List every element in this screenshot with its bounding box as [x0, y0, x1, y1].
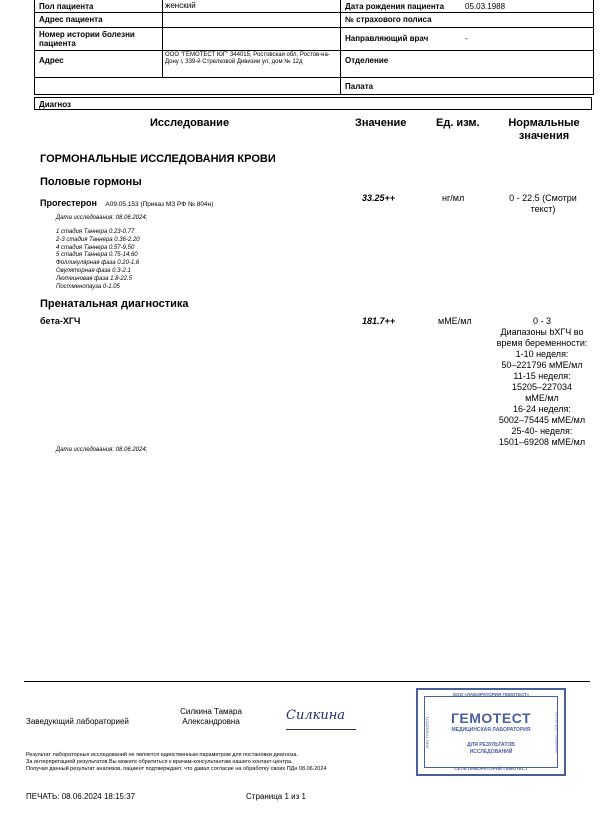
stamp-mid-2: ИССЛЕДОВАНИЙ — [469, 749, 513, 755]
norm-line: 1-10 неделя: — [515, 349, 569, 359]
norm-line: мМЕ/мл — [525, 393, 559, 403]
row-ward — [35, 78, 593, 94]
row-address — [35, 13, 593, 28]
birth-label: Дата рождения пациента — [345, 2, 445, 11]
stamp-top: ООО «ЛАБОРАТОРИЯ ГЕМОТЕСТ» — [452, 692, 530, 697]
policy-value — [463, 13, 593, 27]
row-history — [35, 28, 593, 51]
signature: Силкина — [286, 708, 346, 723]
header-norm: Нормальные значения — [508, 117, 580, 142]
row-sex — [35, 0, 593, 13]
test-date-bhcg: Дата исследования: 08.06.2024; — [56, 447, 148, 453]
test-unit: нг/мл — [442, 193, 465, 203]
row-addr — [35, 51, 593, 78]
ward-value — [463, 78, 593, 94]
header-value: Значение — [355, 117, 407, 129]
header-unit: Ед. изм. — [436, 117, 480, 129]
sex-label: Пол пациента — [35, 0, 163, 12]
norm-line: 16-24 неделя: — [513, 404, 571, 414]
norm-line: время беременности: — [496, 338, 588, 348]
test-norm: 0 - 22.5 (Смотри текст) — [509, 193, 577, 214]
test-date: Дата исследования: 08.06.2024; — [56, 215, 148, 221]
history-label: Номер истории болезни пациента — [35, 28, 163, 50]
reference-notes — [56, 229, 140, 291]
head-name-line-2: Александровна — [182, 717, 240, 726]
head-label: Заведующий лабораторией — [26, 717, 129, 726]
stamp-brand: ГЕМОТЕСТ — [450, 710, 532, 726]
test-code: A09.05.153 (Приказ МЗ РФ № 804н) — [105, 201, 214, 208]
address-value — [163, 13, 341, 27]
doctor-label: Направляющий врач — [345, 34, 429, 43]
stamp-tagline: МЕДИЦИНСКАЯ ЛАБОРАТОРИЯ — [451, 727, 531, 733]
norm-line: 5002–75445 мМЕ/мл — [498, 415, 586, 425]
section-title: ГОРМОНАЛЬНЫЕ ИССЛЕДОВАНИЯ КРОВИ — [40, 153, 276, 165]
stamp-mid-1: ДЛЯ РЕЗУЛЬТАТОВ — [467, 742, 515, 748]
norm-line: 1501–69208 мМЕ/мл — [498, 437, 586, 447]
sex-value: женский — [163, 0, 341, 12]
diagnosis-row — [34, 97, 592, 110]
head-name — [172, 707, 250, 727]
note-line: Лютеиновая фаза 1.8-22.5 — [56, 275, 133, 282]
norm-line: 15205–227034 — [511, 382, 573, 392]
group1-title: Половые гормоны — [40, 176, 142, 188]
head-name-line-1: Силкина Тамара — [180, 707, 242, 716]
stamp-bottom: СЕТЬ ЛАБОРАТОРИЙ ГЕМОТЕСТ — [454, 766, 528, 771]
disclaimer-line: Получая данный результат анализов, пациент подтверждает, что давал согласие на обработку своих ПДн 08.06.2024 — [26, 766, 327, 772]
test-name-bhcg: бета-ХГЧ — [40, 316, 81, 326]
print-label: ПЕЧАТЬ: 08.06.2024 18:15:37 — [26, 792, 136, 801]
note-line: Овуляторная фаза 0.3-2.1 — [56, 267, 131, 274]
note-line: 2-3 стадия Таннера 0.36-2.20 — [56, 236, 140, 243]
ward-label: Палата — [345, 82, 374, 91]
diagnosis-label: Диагноз — [39, 100, 71, 109]
note-line: 4 стадия Таннера 0.57-9.50 — [56, 244, 135, 251]
disclaimer-line: За интерпретацией результатов Вы можете обратиться к врачам-консультантам нашего контакт-центра. — [26, 759, 293, 765]
addr-value: ООО "ГЕМОТЕСТ ЮГ" 344015, Ростовская обл, Ростов-на-Дону г, 339-й Стрелковой Дивизии ул, дом № 12д — [163, 51, 341, 77]
note-line: Постменопауза 0-1.05 — [56, 283, 120, 290]
note-line: 1 стадия Таннера 0.23-0.77 — [56, 229, 135, 235]
test-norm-bhcg — [490, 316, 594, 448]
addr-label: Адрес — [35, 51, 163, 77]
test-progesterone — [40, 193, 213, 211]
birth-value: 05.03.1988 — [465, 2, 506, 11]
test-name: Прогестерон — [40, 198, 97, 208]
ward-empty-1 — [35, 78, 163, 94]
disclaimer-line: Результат лабораторных исследований не является единственным параметром для постановки диагноза. — [26, 752, 298, 758]
norm-line: 50–221796 мМЕ/мл — [501, 360, 583, 370]
norm-line: 25-40- неделя: — [511, 426, 573, 436]
norm-line: 11-15 неделя: — [513, 371, 571, 381]
signature-underline — [286, 729, 356, 730]
test-value: 33.25++ — [362, 193, 396, 203]
disclaimer — [26, 752, 416, 773]
test-unit-bhcg: мМЕ/мл — [438, 316, 472, 326]
norm-line: 0 - 3 — [532, 316, 551, 326]
lab-stamp — [416, 688, 566, 776]
footer-divider — [24, 681, 590, 682]
history-value — [163, 28, 341, 50]
policy-label: № страхового полиса — [345, 15, 432, 24]
page-label: Страница 1 из 1 — [246, 792, 306, 801]
dept-value — [463, 51, 593, 77]
doctor-value: - — [465, 34, 468, 43]
header-test: Исследование — [150, 117, 230, 129]
stamp-mid — [418, 742, 564, 756]
ward-empty-2 — [163, 78, 341, 94]
stamp-ogrn: ОГРН 1027700086442 — [554, 712, 560, 753]
stamp-inn: ИНН 7709385571 — [424, 716, 430, 749]
group2-title: Пренатальная диагностика — [40, 298, 189, 310]
note-line: Фолликулярная фаза 0.20-1.6 — [56, 260, 140, 267]
address-label: Адрес пациента — [35, 13, 163, 27]
patient-info-table — [34, 0, 594, 95]
note-line: 5 стадия Таннера 0.75-14.60 — [56, 252, 138, 259]
test-value-bhcg: 181.7++ — [362, 316, 396, 326]
norm-line: Диапазоны bХГЧ во — [500, 327, 584, 337]
dept-label: Отделение — [345, 56, 389, 65]
